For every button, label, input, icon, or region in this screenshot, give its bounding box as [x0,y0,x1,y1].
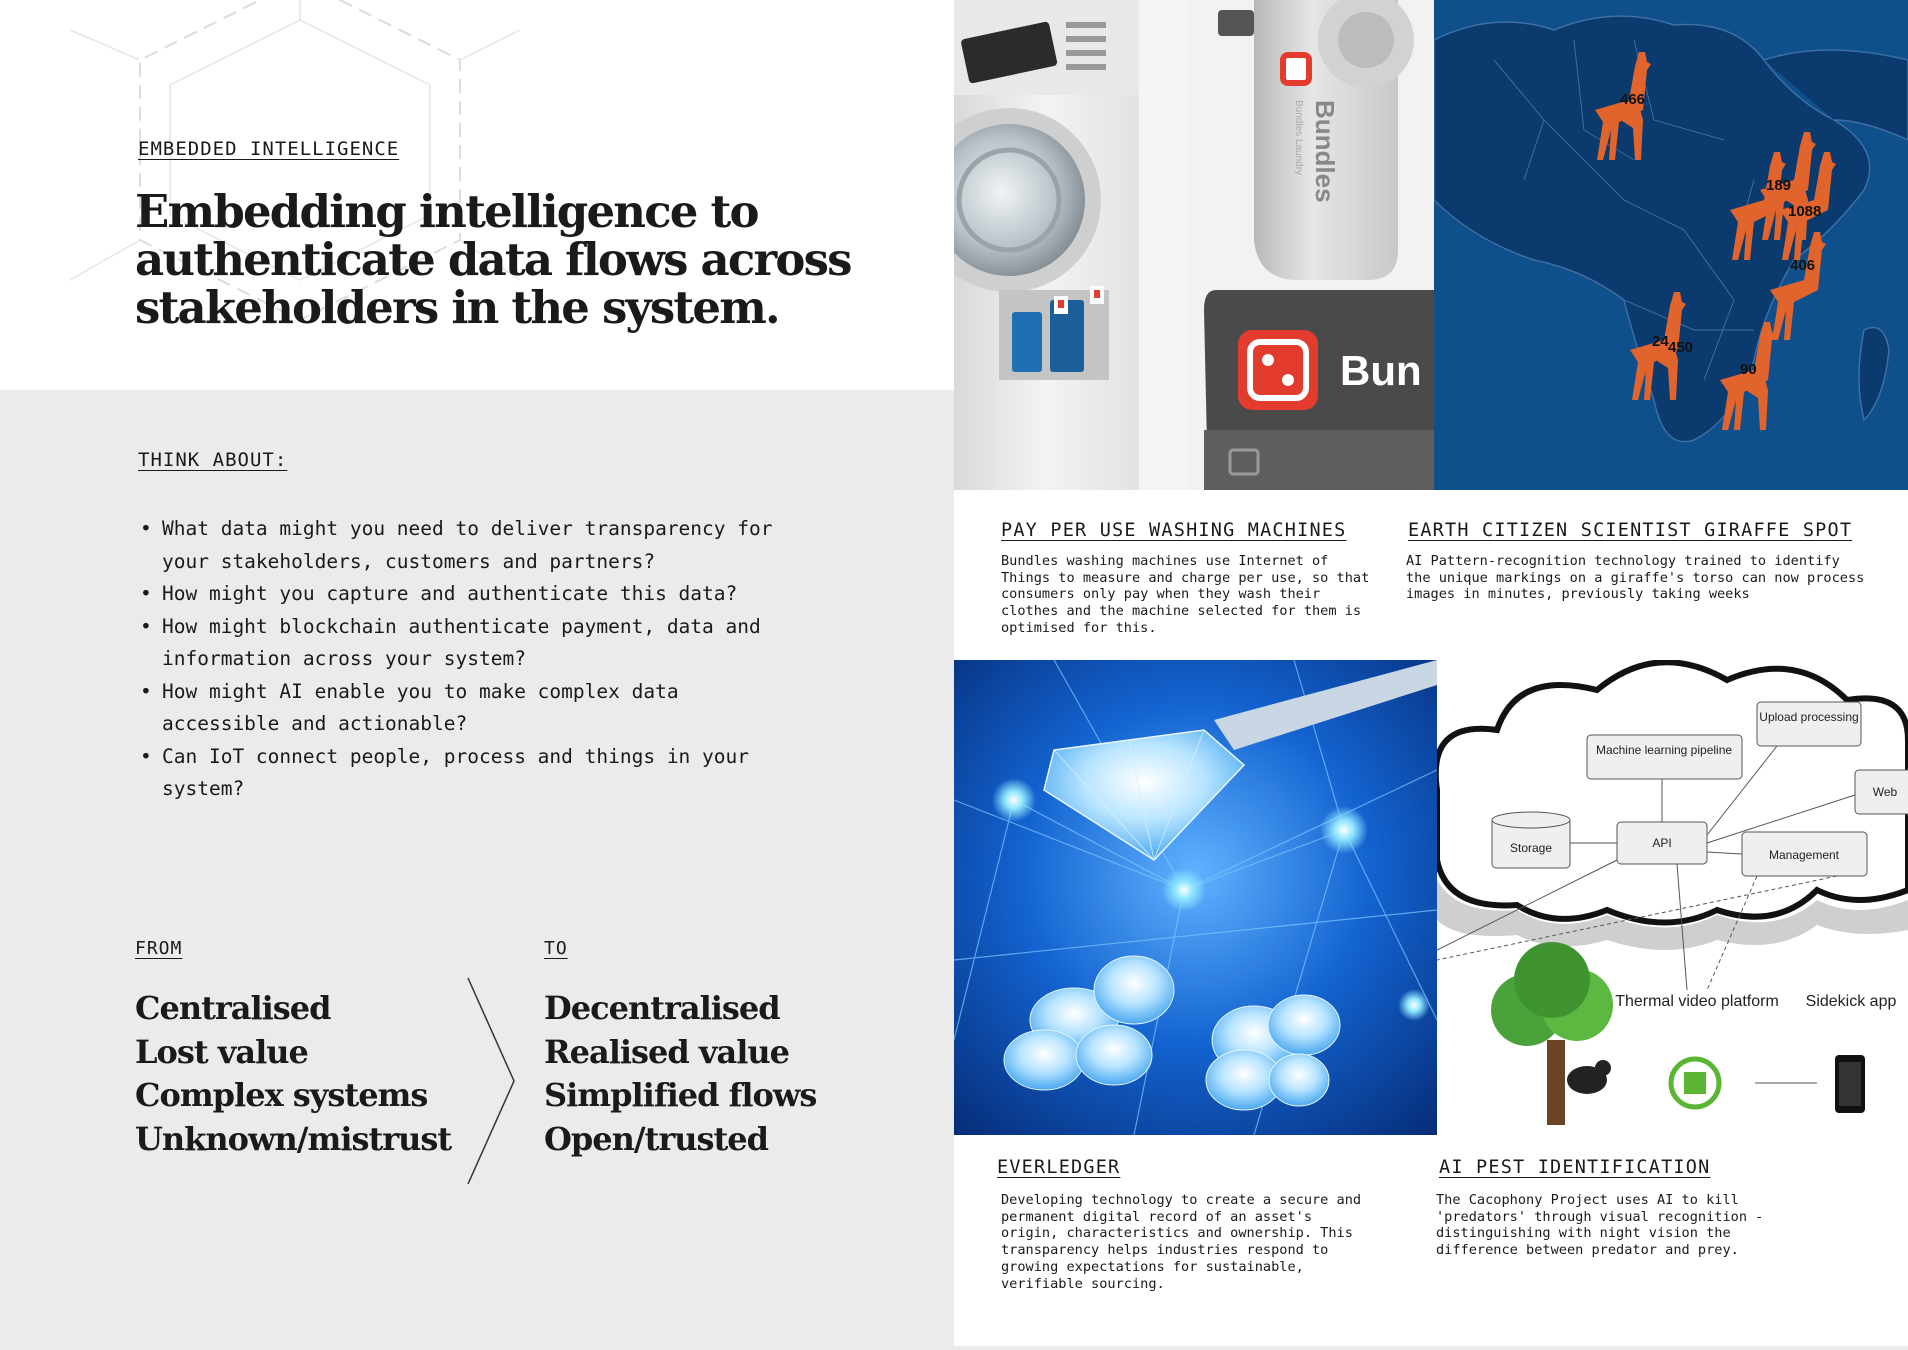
to-item: Simplified flows [544,1076,817,1114]
to-item: Realised value [544,1032,789,1071]
from-item: Complex systems [135,1076,428,1114]
headline-line: stakeholders in the system. [135,281,779,334]
list-item: • How might blockchain authenticate payment, data and information across your system? [140,611,800,676]
think-about-list [140,513,800,806]
case-title-giraffe-spot: EARTH CITIZEN SCIENTIST GIRAFFE SPOT [1408,520,1853,541]
giraffe-count-label: 466 [1620,91,1646,108]
bundles-device-image [1188,0,1434,490]
washing-machine-image [954,0,1188,490]
from-item: Centralised [135,989,331,1027]
bundles-wordmark-partial: Bun [1340,347,1422,394]
case-body-giraffe-spot: AI Pattern-recognition technology trained to identify the unique markings on a giraffe's torso can now process images in minutes, previously taking weeks [1406,553,1865,603]
from-label: FROM [135,938,183,959]
giraffe-count-label: 1088 [1788,203,1822,220]
footer-divider [954,1346,1908,1350]
case-body-pest-identification: The Cacophony Project uses AI to kill 'predators' through visual recognition -distinguishing with night vision the difference between predator and prey. [1436,1192,1764,1259]
to-label: TO [544,938,568,959]
diagram-management-label: Management [1768,848,1840,862]
giraffe-count-label: 450 [1668,339,1694,356]
headline-line: authenticate data flows across [135,233,851,286]
list-item: • How might you capture and authenticate this data? [140,578,800,611]
case-title-everledger: EVERLEDGER [997,1157,1121,1178]
from-list [135,987,451,1161]
list-item: • Can IoT connect people, process and things in your system? [140,741,800,806]
diagram-storage-label: Storage [1509,841,1553,855]
giraffe-count-label: 189 [1766,177,1792,194]
giraffe-map-image [1434,0,1908,490]
case-studies-section [954,0,1908,1350]
diamond-image [954,660,1437,1135]
headline-line: Embedding intelligence to [135,185,758,238]
diagram-thermal-label: Thermal video platform [1615,993,1779,1010]
case-title-washing-machines: PAY PER USE WASHING MACHINES [1001,520,1347,541]
from-item: Unknown/mistrust [135,1119,452,1158]
list-item: • What data might you need to deliver transparency for your stakeholders, customers and partners? [140,513,800,578]
bundles-wordmark-vertical: Bundles [1310,100,1340,203]
bundles-sub-vertical: Bundles Laundry [1293,100,1304,176]
pest-id-diagram-image [1437,660,1908,1135]
diagram-ml-label: Machine learning pipeline [1595,743,1733,757]
diagram-upload-label: Upload processing [1759,710,1859,724]
intro-section [0,0,954,390]
to-list [544,987,816,1161]
to-item: Open/trusted [544,1119,768,1158]
case-body-washing-machines: Bundles washing machines use Internet of Things to measure and charge per use, so that consumers only pay when they wash their clothes and the machine selected for them is optimised for this. [1001,553,1370,636]
from-item: Lost value [135,1032,308,1071]
chevron-right-icon [464,976,524,1186]
list-item: • How might AI enable you to make complex data accessible and actionable? [140,676,800,741]
giraffe-count-label: 24 [1652,333,1669,350]
giraffe-count-label: 90 [1740,361,1757,378]
diagram-web-label: Web [1872,785,1898,799]
case-body-everledger: Developing technology to create a secure and permanent digital record of an asset's origin, characteristics and ownership. This transparency helps industries respond to growing expectations for sustainable, verifiable sourcing. [1001,1192,1362,1292]
case-title-pest-identification: AI PEST IDENTIFICATION [1439,1157,1711,1178]
think-about-heading: THINK ABOUT: [138,449,288,471]
page-headline [135,185,855,334]
giraffe-count-label: 406 [1790,257,1816,274]
diagram-sidekick-label: Sidekick app [1805,993,1897,1010]
to-item: Decentralised [544,989,780,1027]
section-eyebrow: EMBEDDED INTELLIGENCE [138,138,400,160]
diagram-api-label: API [1652,836,1672,850]
